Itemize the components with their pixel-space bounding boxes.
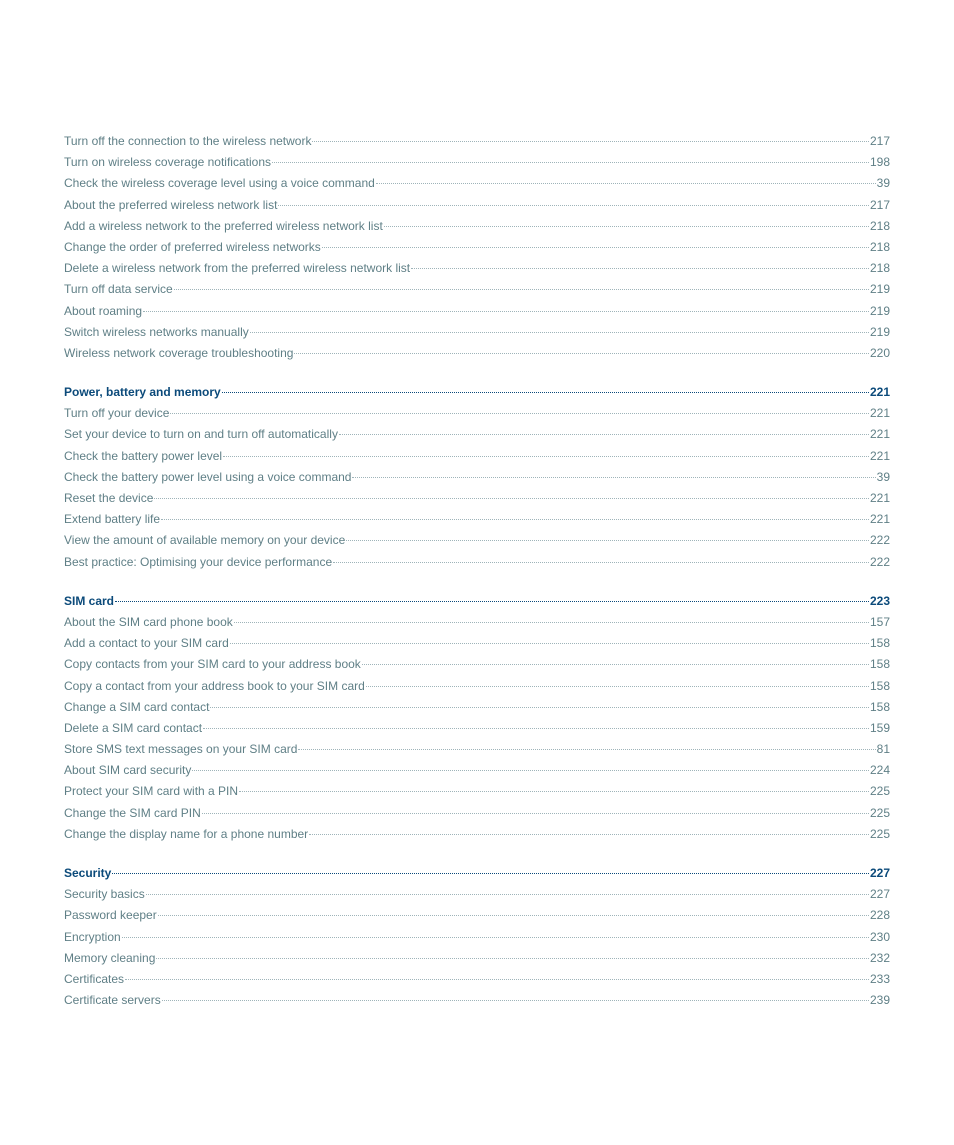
dot-leader [352,477,875,478]
toc-section-heading[interactable] [64,866,890,887]
dot-leader [115,601,869,602]
entry-page-number: 39 [876,469,890,484]
toc-entry[interactable] [64,512,890,533]
dot-leader [298,749,875,750]
entry-page-number: 233 [869,971,890,986]
entry-page-number: 225 [869,784,890,799]
toc-entry[interactable] [64,930,890,951]
toc-section-power-battery-and-memory [64,385,890,576]
entry-page-number: 218 [869,239,890,254]
entry-page-number: 198 [869,155,890,170]
toc-entry[interactable] [64,282,890,303]
entry-page-number: 228 [869,908,890,923]
entry-page-number: 218 [869,218,890,233]
entry-page-number: 221 [869,448,890,463]
entry-title: Change the display name for a phone number [64,826,309,841]
toc-entry[interactable] [64,827,890,848]
section-page-number: 221 [869,385,890,400]
entry-page-number: 158 [869,657,890,672]
toc-section-heading[interactable] [64,385,890,406]
toc-entry[interactable] [64,427,890,448]
toc-entry[interactable] [64,615,890,636]
dot-leader [278,205,869,206]
section-page-number: 227 [869,866,890,880]
section-title: Power, battery and memory [64,385,221,400]
toc-section-continued [64,134,890,367]
dot-leader [411,268,869,269]
dot-leader [143,311,869,312]
entry-title: Security basics [64,887,145,902]
dot-leader [322,247,869,248]
entry-page-number: 158 [869,636,890,651]
section-page-number: 223 [869,593,890,608]
toc-entry[interactable] [64,406,890,427]
toc-entry[interactable] [64,555,890,576]
dot-leader [158,915,869,916]
toc-entry[interactable] [64,679,890,700]
entry-title: Check the battery power level using a voice command [64,469,352,484]
entry-title: Delete a SIM card contact [64,720,203,735]
entry-page-number: 219 [869,282,890,297]
dot-leader [156,958,869,959]
entry-title: Store SMS text messages on your SIM card [64,742,298,757]
toc-entry[interactable] [64,784,890,805]
dot-leader [161,519,869,520]
toc-entry[interactable] [64,636,890,657]
entry-page-number: 157 [869,614,890,629]
toc-entry[interactable] [64,533,890,554]
toc-entry[interactable] [64,721,890,742]
entry-page-number: 219 [869,303,890,318]
entry-page-number: 221 [869,406,890,421]
dot-leader [125,979,869,980]
entry-page-number: 222 [869,554,890,569]
toc-entry[interactable] [64,304,890,325]
entry-title: Protect your SIM card with a PIN [64,784,239,799]
toc-entry[interactable] [64,346,890,367]
toc-entry[interactable] [64,993,890,1014]
dot-leader [203,728,869,729]
entry-title: Turn off your device [64,406,170,421]
section-title: Security [64,866,112,880]
dot-leader [202,813,869,814]
toc-section-security [64,866,890,1014]
entry-title: Switch wireless networks manually [64,324,249,339]
entry-title: Set your device to turn on and turn off automatically [64,427,338,442]
entry-page-number: 227 [869,887,890,902]
entry-page-number: 159 [869,720,890,735]
toc-section-heading[interactable] [64,594,890,615]
entry-title: About SIM card security [64,763,192,778]
entry-title: Delete a wireless network from the preferred wireless network list [64,261,411,276]
entry-title: Password keeper [64,908,157,923]
entry-title: Change the order of preferred wireless networks [64,239,321,254]
entry-title: Add a wireless network to the preferred wireless network list [64,218,383,233]
entry-title: Turn on wireless coverage notifications [64,155,271,170]
entry-title: Encryption [64,929,121,944]
entry-title: Turn off data service [64,282,173,297]
entry-page-number: 158 [869,699,890,714]
dot-leader [146,894,869,895]
dot-leader [162,1000,869,1001]
dot-leader [366,686,869,687]
dot-leader [309,834,869,835]
entry-title: Add a contact to your SIM card [64,636,229,651]
toc-entry[interactable] [64,470,890,491]
toc-entry[interactable] [64,657,890,678]
toc-entry[interactable] [64,325,890,346]
toc-entry[interactable] [64,491,890,512]
dot-leader [210,707,869,708]
entry-page-number: 81 [876,742,890,757]
dot-leader [122,937,869,938]
dot-leader [112,873,869,874]
entry-title: Turn off the connection to the wireless network [64,134,312,148]
toc-entry[interactable] [64,887,890,908]
dot-leader [230,643,869,644]
toc-entry[interactable] [64,908,890,929]
entry-title: About the SIM card phone book [64,614,233,629]
dot-leader [170,413,869,414]
entry-page-number: 218 [869,261,890,276]
entry-title: Best practice: Optimising your device performance [64,554,333,569]
entry-page-number: 217 [869,134,890,148]
dot-leader [223,456,869,457]
dot-leader [222,392,869,393]
dot-leader [376,183,876,184]
dot-leader [346,540,869,541]
entry-title: Copy a contact from your address book to your SIM card [64,678,365,693]
entry-page-number: 221 [869,512,890,527]
dot-leader [234,622,869,623]
entry-title: About roaming [64,303,143,318]
dot-leader [384,226,869,227]
dot-leader [333,562,869,563]
dot-leader [272,162,869,163]
table-of-contents [64,134,890,1014]
entry-page-number: 222 [869,533,890,548]
toc-entry[interactable] [64,261,890,282]
toc-section-sim-card [64,594,890,848]
dot-leader [362,664,869,665]
dot-leader [174,289,869,290]
entry-page-number: 225 [869,826,890,841]
entry-title: Extend battery life [64,512,161,527]
entry-page-number: 232 [869,950,890,965]
toc-entry[interactable] [64,449,890,470]
entry-title: Reset the device [64,491,154,505]
toc-entry[interactable] [64,806,890,827]
entry-title: Wireless network coverage troubleshooting [64,345,294,360]
entry-title: Certificates [64,971,125,986]
toc-entry[interactable] [64,972,890,993]
entry-title: Change a SIM card contact [64,699,210,714]
entry-page-number: 220 [869,345,890,360]
entry-page-number: 221 [869,491,890,505]
entry-page-number: 158 [869,678,890,693]
dot-leader [192,770,869,771]
entry-page-number: 224 [869,763,890,778]
entry-title: Check the battery power level [64,448,223,463]
entry-title: Check the wireless coverage level using a voice command [64,176,375,191]
toc-entry[interactable] [64,134,890,155]
entry-page-number: 217 [869,197,890,212]
entry-page-number: 230 [869,929,890,944]
entry-title: About the preferred wireless network list [64,197,278,212]
entry-page-number: 221 [869,427,890,442]
entry-title: Copy contacts from your SIM card to your address book [64,657,361,672]
toc-entry[interactable] [64,951,890,972]
dot-leader [239,791,869,792]
dot-leader [312,141,869,142]
toc-entry[interactable] [64,240,890,261]
section-title: SIM card [64,593,115,608]
toc-entry[interactable] [64,700,890,721]
entry-title: Change the SIM card PIN [64,805,201,820]
entry-page-number: 225 [869,805,890,820]
toc-entry[interactable] [64,155,890,176]
entry-title: View the amount of available memory on your device [64,533,346,548]
entry-page-number: 39 [876,176,890,191]
dot-leader [339,434,869,435]
entry-page-number: 239 [869,993,890,1008]
toc-entry[interactable] [64,219,890,240]
toc-entry[interactable] [64,763,890,784]
entry-page-number: 219 [869,324,890,339]
toc-entry[interactable] [64,198,890,219]
dot-leader [154,498,869,499]
entry-title: Certificate servers [64,993,161,1008]
toc-entry[interactable] [64,176,890,197]
toc-entry[interactable] [64,742,890,763]
entry-title: Memory cleaning [64,950,156,965]
dot-leader [250,332,869,333]
dot-leader [294,353,869,354]
